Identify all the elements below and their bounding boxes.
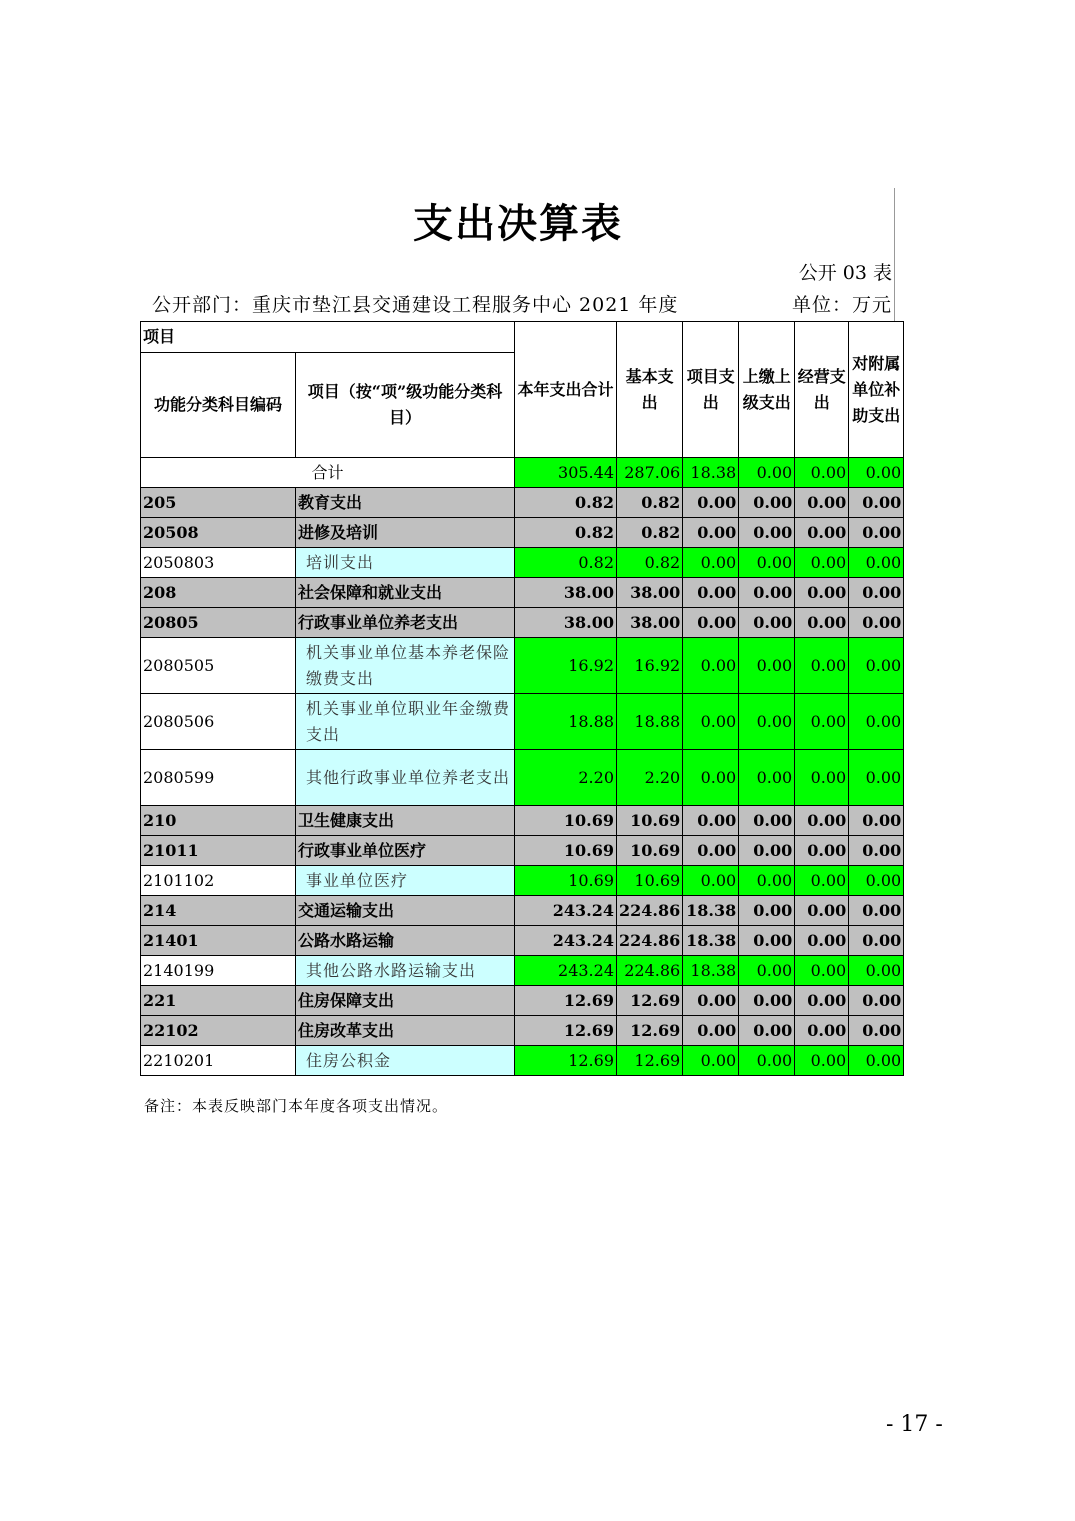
- name-cell: 机关事业单位基本养老保险缴费支出: [296, 638, 515, 694]
- value-cell-subsidy: 0.00: [849, 518, 904, 548]
- value-cell-basic: 224.86: [617, 896, 683, 926]
- value-cell-business: 0.00: [795, 926, 849, 956]
- table-row: [141, 956, 904, 986]
- value-cell-basic: 10.69: [617, 806, 683, 836]
- value-cell-total: 10.69: [515, 866, 617, 896]
- value-cell-project: 0.00: [683, 578, 739, 608]
- value-cell-basic: 10.69: [617, 836, 683, 866]
- code-cell: 2140199: [141, 956, 296, 986]
- code-cell: 214: [141, 896, 296, 926]
- table-row: [141, 638, 904, 694]
- value-cell-subsidy: 0.00: [849, 896, 904, 926]
- value-cell-project: 0.00: [683, 488, 739, 518]
- total-cell: 0.00: [739, 458, 795, 488]
- name-cell: 其他公路水路运输支出: [296, 956, 515, 986]
- value-cell-business: 0.00: [795, 694, 849, 750]
- code-cell: 2050803: [141, 548, 296, 578]
- value-cell-basic: 12.69: [617, 1046, 683, 1076]
- code-cell: 2080599: [141, 750, 296, 806]
- value-cell-subsidy: 0.00: [849, 866, 904, 896]
- value-cell-business: 0.00: [795, 578, 849, 608]
- name-cell: 住房公积金: [296, 1046, 515, 1076]
- value-cell-total: 243.24: [515, 896, 617, 926]
- table-row: [141, 866, 904, 896]
- page-number: - 17 -: [886, 1412, 943, 1437]
- value-cell-subsidy: 0.00: [849, 638, 904, 694]
- footnote: 备注：本表反映部门本年度各项支出情况。: [144, 1097, 449, 1115]
- value-cell-business: 0.00: [795, 836, 849, 866]
- name-cell: 社会保障和就业支出: [296, 578, 515, 608]
- value-cell-project: 0.00: [683, 608, 739, 638]
- header-business: 经营支出: [795, 322, 849, 458]
- table-row: [141, 806, 904, 836]
- value-cell-project: 0.00: [683, 694, 739, 750]
- table-row: [141, 926, 904, 956]
- table-row: [141, 694, 904, 750]
- value-cell-upper: 0.00: [739, 1016, 795, 1046]
- code-cell: 2210201: [141, 1046, 296, 1076]
- value-cell-total: 243.24: [515, 926, 617, 956]
- value-cell-basic: 0.82: [617, 518, 683, 548]
- code-cell: 221: [141, 986, 296, 1016]
- name-cell: 行政事业单位医疗: [296, 836, 515, 866]
- value-cell-subsidy: 0.00: [849, 926, 904, 956]
- value-cell-basic: 0.82: [617, 488, 683, 518]
- value-cell-total: 0.82: [515, 548, 617, 578]
- header-code: 功能分类科目编码: [141, 353, 296, 458]
- value-cell-upper: 0.00: [739, 694, 795, 750]
- value-cell-business: 0.00: [795, 866, 849, 896]
- value-cell-business: 0.00: [795, 986, 849, 1016]
- total-cell: 0.00: [795, 458, 849, 488]
- value-cell-basic: 224.86: [617, 926, 683, 956]
- value-cell-business: 0.00: [795, 638, 849, 694]
- value-cell-subsidy: 0.00: [849, 608, 904, 638]
- value-cell-subsidy: 0.00: [849, 836, 904, 866]
- value-cell-project: 0.00: [683, 986, 739, 1016]
- value-cell-basic: 10.69: [617, 866, 683, 896]
- value-cell-upper: 0.00: [739, 806, 795, 836]
- code-cell: 21011: [141, 836, 296, 866]
- header-row-1: [141, 322, 904, 353]
- total-cell: 0.00: [849, 458, 904, 488]
- value-cell-upper: 0.00: [739, 986, 795, 1016]
- value-cell-business: 0.00: [795, 750, 849, 806]
- name-cell: 事业单位医疗: [296, 866, 515, 896]
- value-cell-project: 0.00: [683, 518, 739, 548]
- table-code: 公开 03 表: [798, 262, 892, 284]
- department-line: 公开部门：重庆市垫江县交通建设工程服务中心 2021 年度: [152, 294, 679, 316]
- table-row: [141, 986, 904, 1016]
- value-cell-business: 0.00: [795, 806, 849, 836]
- value-cell-business: 0.00: [795, 518, 849, 548]
- value-cell-upper: 0.00: [739, 578, 795, 608]
- value-cell-total: 12.69: [515, 1016, 617, 1046]
- value-cell-upper: 0.00: [739, 750, 795, 806]
- value-cell-total: 38.00: [515, 608, 617, 638]
- value-cell-project: 0.00: [683, 866, 739, 896]
- value-cell-total: 10.69: [515, 806, 617, 836]
- value-cell-basic: 38.00: [617, 578, 683, 608]
- table-row: [141, 608, 904, 638]
- table-row: [141, 578, 904, 608]
- value-cell-upper: 0.00: [739, 488, 795, 518]
- value-cell-total: 0.82: [515, 518, 617, 548]
- header-item: 项目: [141, 322, 515, 353]
- table-row: [141, 1046, 904, 1076]
- value-cell-total: 10.69: [515, 836, 617, 866]
- value-cell-subsidy: 0.00: [849, 488, 904, 518]
- value-cell-business: 0.00: [795, 896, 849, 926]
- code-cell: 20508: [141, 518, 296, 548]
- value-cell-total: 12.69: [515, 1046, 617, 1076]
- value-cell-basic: 16.92: [617, 638, 683, 694]
- value-cell-project: 18.38: [683, 896, 739, 926]
- value-cell-subsidy: 0.00: [849, 1046, 904, 1076]
- table-row: [141, 518, 904, 548]
- name-cell: 教育支出: [296, 488, 515, 518]
- value-cell-upper: 0.00: [739, 836, 795, 866]
- header-subsidy: 对附属单位补助支出: [849, 322, 904, 458]
- value-cell-subsidy: 0.00: [849, 986, 904, 1016]
- value-cell-project: 0.00: [683, 1046, 739, 1076]
- value-cell-basic: 12.69: [617, 1016, 683, 1046]
- value-cell-upper: 0.00: [739, 866, 795, 896]
- name-cell: 机关事业单位职业年金缴费支出: [296, 694, 515, 750]
- value-cell-total: 16.92: [515, 638, 617, 694]
- value-cell-total: 243.24: [515, 956, 617, 986]
- code-cell: 21401: [141, 926, 296, 956]
- value-cell-business: 0.00: [795, 608, 849, 638]
- value-cell-basic: 38.00: [617, 608, 683, 638]
- value-cell-upper: 0.00: [739, 638, 795, 694]
- name-cell: 住房改革支出: [296, 1016, 515, 1046]
- value-cell-total: 2.20: [515, 750, 617, 806]
- value-cell-business: 0.00: [795, 488, 849, 518]
- value-cell-basic: 2.20: [617, 750, 683, 806]
- code-cell: 208: [141, 578, 296, 608]
- value-cell-project: 0.00: [683, 806, 739, 836]
- value-cell-project: 18.38: [683, 956, 739, 986]
- value-cell-total: 18.88: [515, 694, 617, 750]
- value-cell-basic: 0.82: [617, 548, 683, 578]
- page-title: 支出决算表: [413, 200, 623, 247]
- table-row: [141, 1016, 904, 1046]
- total-cell: 287.06: [617, 458, 683, 488]
- code-cell: 2080506: [141, 694, 296, 750]
- value-cell-total: 38.00: [515, 578, 617, 608]
- expenditure-table: [140, 321, 904, 1076]
- header-basic: 基本支出: [617, 322, 683, 458]
- value-cell-subsidy: 0.00: [849, 806, 904, 836]
- value-cell-business: 0.00: [795, 956, 849, 986]
- value-cell-basic: 12.69: [617, 986, 683, 1016]
- code-cell: 2101102: [141, 866, 296, 896]
- value-cell-basic: 18.88: [617, 694, 683, 750]
- name-cell: 卫生健康支出: [296, 806, 515, 836]
- value-cell-upper: 0.00: [739, 1046, 795, 1076]
- value-cell-business: 0.00: [795, 548, 849, 578]
- value-cell-project: 0.00: [683, 1016, 739, 1046]
- value-cell-project: 0.00: [683, 750, 739, 806]
- total-label: 合计: [141, 458, 515, 488]
- table-row: [141, 548, 904, 578]
- header-upper: 上缴上级支出: [739, 322, 795, 458]
- value-cell-subsidy: 0.00: [849, 548, 904, 578]
- value-cell-project: 0.00: [683, 836, 739, 866]
- value-cell-total: 12.69: [515, 986, 617, 1016]
- code-cell: 2080505: [141, 638, 296, 694]
- value-cell-subsidy: 0.00: [849, 1016, 904, 1046]
- value-cell-upper: 0.00: [739, 896, 795, 926]
- value-cell-business: 0.00: [795, 1046, 849, 1076]
- value-cell-upper: 0.00: [739, 926, 795, 956]
- value-cell-upper: 0.00: [739, 548, 795, 578]
- value-cell-upper: 0.00: [739, 518, 795, 548]
- total-row: [141, 458, 904, 488]
- name-cell: 公路水路运输: [296, 926, 515, 956]
- value-cell-subsidy: 0.00: [849, 750, 904, 806]
- name-cell: 住房保障支出: [296, 986, 515, 1016]
- table-row: [141, 750, 904, 806]
- code-cell: 22102: [141, 1016, 296, 1046]
- name-cell: 进修及培训: [296, 518, 515, 548]
- total-cell: 305.44: [515, 458, 617, 488]
- value-cell-basic: 224.86: [617, 956, 683, 986]
- value-cell-upper: 0.00: [739, 956, 795, 986]
- value-cell-upper: 0.00: [739, 608, 795, 638]
- header-name: 项目（按“项”级功能分类科目）: [296, 353, 515, 458]
- value-cell-project: 0.00: [683, 638, 739, 694]
- value-cell-project: 18.38: [683, 926, 739, 956]
- table-row: [141, 836, 904, 866]
- name-cell: 行政事业单位养老支出: [296, 608, 515, 638]
- name-cell: 其他行政事业单位养老支出: [296, 750, 515, 806]
- value-cell-subsidy: 0.00: [849, 694, 904, 750]
- unit-label: 单位：万元: [791, 294, 892, 316]
- header-total: 本年支出合计: [515, 322, 617, 458]
- header-project: 项目支出: [683, 322, 739, 458]
- code-cell: 205: [141, 488, 296, 518]
- table-row: [141, 488, 904, 518]
- name-cell: 交通运输支出: [296, 896, 515, 926]
- value-cell-total: 0.82: [515, 488, 617, 518]
- total-cell: 18.38: [683, 458, 739, 488]
- code-cell: 20805: [141, 608, 296, 638]
- table-row: [141, 896, 904, 926]
- value-cell-subsidy: 0.00: [849, 578, 904, 608]
- value-cell-subsidy: 0.00: [849, 956, 904, 986]
- name-cell: 培训支出: [296, 548, 515, 578]
- code-cell: 210: [141, 806, 296, 836]
- value-cell-project: 0.00: [683, 548, 739, 578]
- value-cell-business: 0.00: [795, 1016, 849, 1046]
